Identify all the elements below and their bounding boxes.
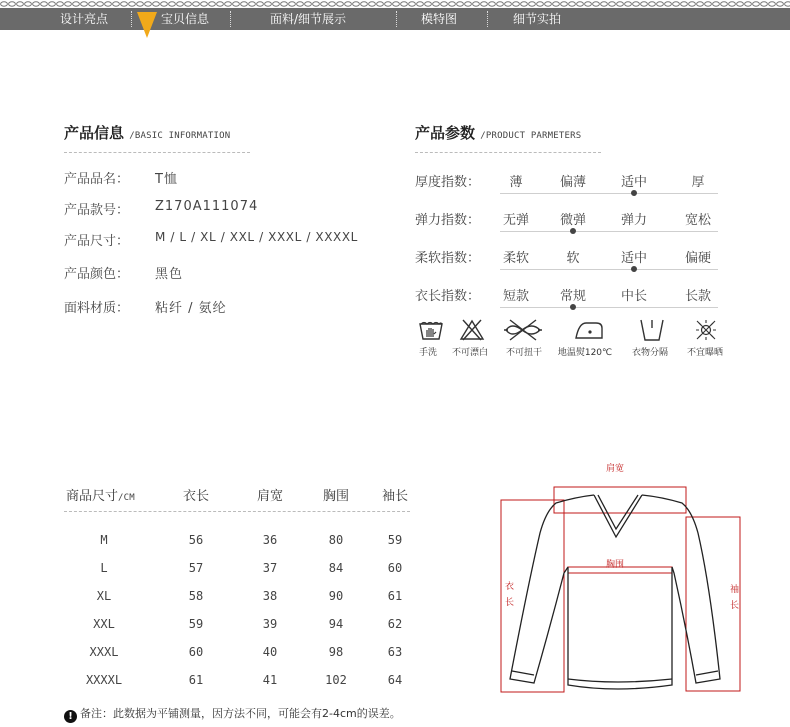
table-cell: 57	[188, 561, 204, 575]
nav-tab-model[interactable]: 模特图	[421, 12, 458, 26]
no-wring-icon	[502, 318, 544, 342]
table-cell: 60	[188, 645, 204, 659]
table-cell: 36	[262, 533, 278, 547]
param-option: 软	[566, 251, 580, 266]
param-option: 偏薄	[559, 175, 586, 190]
label-length-1: 衣	[505, 582, 515, 592]
param-option: 弹力	[620, 213, 647, 228]
table-cell: 62	[387, 617, 403, 631]
measurement-note	[64, 705, 401, 723]
product-info-title	[64, 122, 230, 143]
nav-tab-design[interactable]: 设计亮点	[60, 12, 109, 26]
table-cell: 94	[328, 617, 344, 631]
info-label-style: 产品款号：	[64, 203, 130, 218]
wash-separately-icon	[637, 318, 667, 342]
care-caption: 不宜曝晒	[686, 348, 723, 358]
nav-separator	[396, 11, 397, 27]
care-caption: 地温熨120℃	[557, 348, 613, 358]
table-cell: 56	[188, 533, 204, 547]
table-cell: 41	[262, 673, 278, 687]
table-cell: 59	[387, 533, 403, 547]
nav-separator	[131, 11, 132, 27]
table-cell: 60	[387, 561, 403, 575]
divider	[64, 152, 250, 153]
param-option: 适中	[620, 175, 647, 190]
param-option: 适中	[620, 251, 647, 266]
table-cell: XXL	[93, 617, 115, 631]
nav-tab-fabric[interactable]: 面料/细节展示	[270, 12, 347, 26]
param-option: 无弹	[502, 213, 529, 228]
param-label: 厚度指数：	[415, 175, 481, 190]
table-header-size-label: 商品尺寸	[66, 489, 119, 504]
label-sleeve-1: 袖	[730, 585, 740, 595]
table-cell: 59	[188, 617, 204, 631]
note-text: 备注：此数据为平铺测量，因方法不同，可能会有2-4cm的误差。	[80, 707, 401, 720]
table-cell: 64	[387, 673, 403, 687]
info-label-name: 产品品名：	[64, 172, 130, 187]
param-track	[500, 231, 718, 232]
label-sleeve-2: 长	[730, 601, 740, 611]
care-caption: 手洗	[418, 348, 437, 358]
table-cell: 80	[328, 533, 344, 547]
label-chest: 胸围	[606, 560, 625, 570]
nav-separator	[230, 11, 231, 27]
param-option: 长款	[684, 289, 711, 304]
param-option: 柔软	[502, 251, 529, 266]
active-tab-arrow-icon	[137, 12, 157, 38]
table-cell: 102	[325, 673, 347, 687]
table-header-size	[66, 485, 135, 504]
info-value-style: Z170A111074	[155, 199, 259, 214]
product-info-title-text: 产品信息	[64, 124, 125, 142]
product-params-title-text: 产品参数	[415, 124, 476, 142]
label-length-2: 长	[505, 598, 515, 608]
nav-separator	[487, 11, 488, 27]
sweater-outline-icon	[498, 455, 748, 700]
product-params-subtitle: /PRODUCT PARMETERS	[480, 131, 582, 141]
param-selected-dot	[570, 228, 576, 234]
divider	[415, 152, 601, 153]
table-cell: 58	[188, 589, 204, 603]
table-cell: 61	[188, 673, 204, 687]
param-option: 中长	[620, 289, 647, 304]
param-label: 衣长指数：	[415, 289, 481, 304]
label-shoulder: 肩宽	[606, 464, 625, 474]
param-option: 常规	[559, 289, 586, 304]
nav-tab-product-info[interactable]: 宝贝信息	[161, 12, 210, 26]
product-params-title	[415, 122, 581, 143]
param-label: 柔软指数：	[415, 251, 481, 266]
nav-bar	[0, 8, 790, 30]
table-cell: M	[100, 533, 108, 547]
param-label: 弹力指数：	[415, 213, 481, 228]
info-value-size: M / L / XL / XXL / XXXL / XXXXL	[155, 230, 358, 244]
param-option: 厚	[691, 175, 705, 190]
table-header-sleeve: 袖长	[381, 489, 408, 504]
table-cell: 61	[387, 589, 403, 603]
divider	[64, 511, 410, 512]
param-option: 偏硬	[684, 251, 711, 266]
hand-wash-icon	[418, 318, 444, 342]
nav-pattern-border	[0, 0, 790, 8]
table-header-chest: 胸围	[322, 489, 349, 504]
table-cell: 37	[262, 561, 278, 575]
info-value-material: 粘纤 / 氨纶	[155, 301, 227, 316]
low-iron-icon	[572, 318, 606, 342]
param-track	[500, 269, 718, 270]
table-cell: 40	[262, 645, 278, 659]
care-caption: 不可扭干	[505, 348, 542, 358]
measure-lines	[501, 487, 740, 692]
table-cell: 84	[328, 561, 344, 575]
table-header-shoulder: 肩宽	[256, 489, 283, 504]
measurement-diagram	[498, 455, 748, 700]
table-cell: XXXXL	[85, 673, 123, 687]
param-option: 宽松	[684, 213, 711, 228]
info-label-material: 面料材质：	[64, 301, 130, 316]
nav-tab-details[interactable]: 细节实拍	[513, 12, 562, 26]
care-caption: 不可漂白	[451, 348, 488, 358]
table-cell: 98	[328, 645, 344, 659]
table-header-unit: /CM	[118, 493, 135, 503]
care-caption: 衣物分隔	[631, 348, 668, 358]
no-sun-icon	[694, 318, 718, 342]
info-value-name: T恤	[155, 172, 178, 187]
table-cell: L	[100, 561, 108, 575]
table-cell: XXXL	[89, 645, 119, 659]
param-track	[500, 307, 718, 308]
info-icon: !	[64, 710, 77, 723]
no-bleach-icon	[459, 318, 485, 342]
info-label-color: 产品颜色：	[64, 267, 130, 282]
info-value-color: 黑色	[155, 267, 184, 282]
product-info-subtitle: /BASIC INFORMATION	[129, 131, 231, 141]
table-cell: 90	[328, 589, 344, 603]
param-track	[500, 193, 718, 194]
param-selected-dot	[631, 266, 637, 272]
param-option: 短款	[502, 289, 529, 304]
table-cell: 63	[387, 645, 403, 659]
table-cell: XL	[96, 589, 112, 603]
param-selected-dot	[570, 304, 576, 310]
table-cell: 38	[262, 589, 278, 603]
table-cell: 39	[262, 617, 278, 631]
param-option: 薄	[509, 175, 523, 190]
param-selected-dot	[631, 190, 637, 196]
table-header-length: 衣长	[182, 489, 209, 504]
top-nav	[0, 0, 790, 34]
info-label-size: 产品尺寸：	[64, 234, 130, 249]
param-option: 微弹	[559, 213, 586, 228]
